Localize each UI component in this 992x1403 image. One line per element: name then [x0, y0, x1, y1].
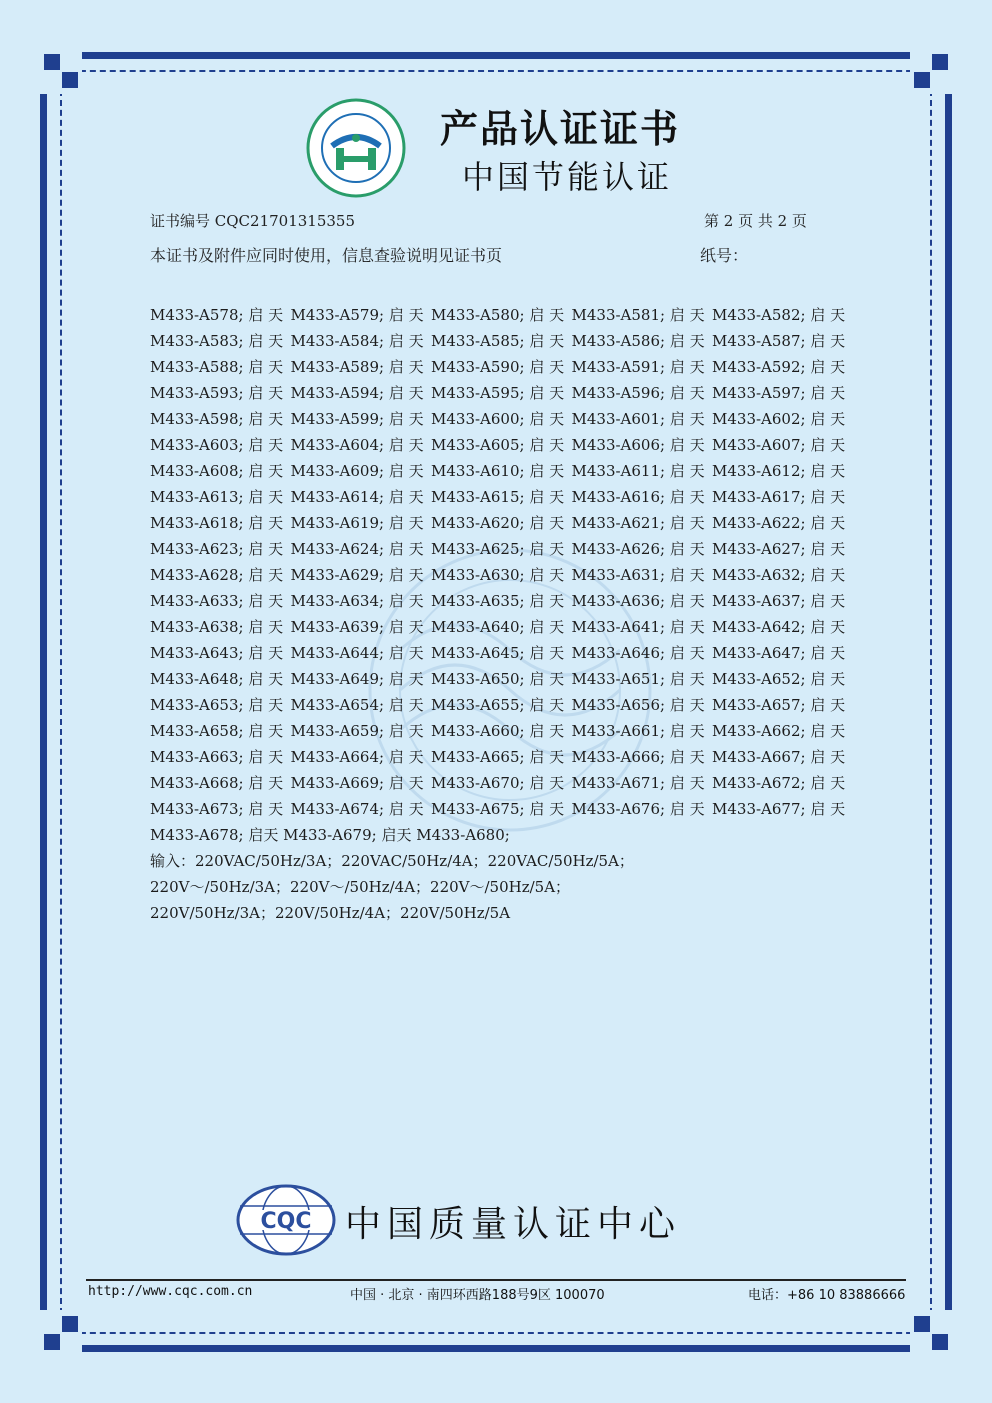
model-cell: M433-A649; 启 天: [290, 670, 424, 688]
model-cell: M433-A621; 启 天: [571, 514, 705, 532]
model-cell: M433-A611; 启 天: [571, 462, 705, 480]
model-cell: M433-A670; 启 天: [431, 774, 565, 792]
model-cell: M433-A654; 启 天: [290, 696, 424, 714]
model-cell: M433-A601; 启 天: [571, 410, 705, 428]
model-cell: M433-A633; 启 天: [150, 592, 284, 610]
model-cell: M433-A674; 启 天: [290, 800, 424, 818]
model-cell: M433-A612; 启 天: [712, 462, 846, 480]
footer-website[interactable]: http://www.cqc.com.cn: [88, 1284, 253, 1299]
model-cell: M433-A673; 启 天: [150, 800, 284, 818]
model-cell: M433-A597; 启 天: [712, 384, 846, 402]
model-cell: M433-A584; 启 天: [290, 332, 424, 350]
model-cell: M433-A609; 启 天: [290, 462, 424, 480]
model-cell: M433-A665; 启 天: [431, 748, 565, 766]
corner-square-bl-inner: [62, 1316, 78, 1332]
model-cell: M433-A638; 启 天: [150, 618, 284, 636]
model-cell: M433-A672; 启 天: [712, 774, 846, 792]
model-cell: M433-A648; 启 天: [150, 670, 284, 688]
model-cell: M433-A652; 启 天: [712, 670, 846, 688]
model-cell: M433-A667; 启 天: [712, 748, 846, 766]
model-cell: M433-A671; 启 天: [571, 774, 705, 792]
model-cell: M433-A677; 启 天: [712, 800, 846, 818]
model-cell: M433-A628; 启 天: [150, 566, 284, 584]
model-cell: M433-A641; 启 天: [571, 618, 705, 636]
model-cell: M433-A603; 启 天: [150, 436, 284, 454]
corner-square-tr: [932, 54, 948, 70]
model-cell: M433-A632; 启 天: [712, 566, 846, 584]
model-cell: M433-A634; 启 天: [290, 592, 424, 610]
model-row: [150, 458, 870, 484]
model-cell: M433-A590; 启 天: [431, 358, 565, 376]
model-cell: M433-A607; 启 天: [712, 436, 846, 454]
model-cell: M433-A657; 启 天: [712, 696, 846, 714]
model-cell: M433-A608; 启 天: [150, 462, 284, 480]
model-cell: M433-A619; 启 天: [290, 514, 424, 532]
footer-divider: [86, 1279, 906, 1281]
model-cell: M433-A583; 启 天: [150, 332, 284, 350]
corner-square-tr-inner: [914, 72, 930, 88]
model-cell: M433-A582; 启 天: [712, 306, 846, 324]
model-row: [150, 666, 870, 692]
model-cell: M433-A580; 启 天: [431, 306, 565, 324]
model-cell: M433-A615; 启 天: [431, 488, 565, 506]
model-cell: M433-A600; 启 天: [431, 410, 565, 428]
energy-conservation-seal-icon: [306, 98, 406, 198]
model-cell: M433-A669; 启 天: [290, 774, 424, 792]
model-cell: M433-A639; 启 天: [290, 618, 424, 636]
model-cell: M433-A578; 启 天: [150, 306, 284, 324]
model-cell: M433-A594; 启 天: [290, 384, 424, 402]
model-row: [150, 406, 870, 432]
model-row: [150, 510, 870, 536]
spec-line-3: 220V/50Hz/3A；220V/50Hz/4A；220V/50Hz/5A: [150, 904, 511, 922]
model-cell: M433-A604; 启 天: [290, 436, 424, 454]
model-cell: M433-A650; 启 天: [431, 670, 565, 688]
model-cell: M433-A636; 启 天: [571, 592, 705, 610]
page-info: 第 2 页 共 2 页: [704, 212, 807, 230]
model-cell: M433-A643; 启 天: [150, 644, 284, 662]
model-cell: M433-A631; 启 天: [571, 566, 705, 584]
model-cell: M433-A581; 启 天: [571, 306, 705, 324]
model-cell: M433-A635; 启 天: [431, 592, 565, 610]
corner-square-bl: [44, 1334, 60, 1350]
model-list: [150, 302, 870, 926]
model-cell: M433-A664; 启 天: [290, 748, 424, 766]
model-cell: M433-A675; 启 天: [431, 800, 565, 818]
corner-square-tl-inner: [62, 72, 78, 88]
model-cell: M433-A662; 启 天: [712, 722, 846, 740]
model-row: [150, 328, 870, 354]
model-row: [150, 692, 870, 718]
model-cell: M433-A585; 启 天: [431, 332, 565, 350]
model-cell: M433-A613; 启 天: [150, 488, 284, 506]
model-cell: M433-A653; 启 天: [150, 696, 284, 714]
certificate-title: 产品认证证书: [440, 107, 681, 151]
model-cell: M433-A622; 启 天: [712, 514, 846, 532]
corner-square-br-inner: [914, 1316, 930, 1332]
model-cell: M433-A630; 启 天: [431, 566, 565, 584]
cqc-logo-icon: [236, 1184, 336, 1256]
spec-line-1: 输入：220VAC/50Hz/3A；220VAC/50Hz/4A；220VAC/50Hz/5A；: [150, 852, 634, 870]
model-cell: M433-A591; 启 天: [571, 358, 705, 376]
model-cell: M433-A618; 启 天: [150, 514, 284, 532]
model-row: [150, 536, 870, 562]
model-cell: M433-A663; 启 天: [150, 748, 284, 766]
model-cell: M433-A620; 启 天: [431, 514, 565, 532]
model-cell: M433-A666; 启 天: [571, 748, 705, 766]
model-cell: M433-A625; 启 天: [431, 540, 565, 558]
model-cell: M433-A676; 启 天: [571, 800, 705, 818]
model-cell: M433-A646; 启 天: [571, 644, 705, 662]
footer-phone: 电话：+86 10 83886666: [748, 1288, 906, 1303]
model-row: [150, 770, 870, 796]
model-row: [150, 614, 870, 640]
model-cell: M433-A617; 启 天: [712, 488, 846, 506]
model-cell: M433-A623; 启 天: [150, 540, 284, 558]
paper-number: 纸号：: [700, 246, 749, 265]
model-cell: M433-A579; 启 天: [290, 306, 424, 324]
model-cell: M433-A598; 启 天: [150, 410, 284, 428]
model-cell: M433-A647; 启 天: [712, 644, 846, 662]
model-row: [150, 354, 870, 380]
model-cell: M433-A593; 启 天: [150, 384, 284, 402]
model-cell: M433-A616; 启 天: [571, 488, 705, 506]
model-cell: M433-A640; 启 天: [431, 618, 565, 636]
model-row: [150, 432, 870, 458]
model-cell: M433-A629; 启 天: [290, 566, 424, 584]
model-cell: M433-A589; 启 天: [290, 358, 424, 376]
usage-notice: 本证书及附件应同时使用，信息查验说明见证书页: [150, 246, 503, 265]
model-cell: M433-A651; 启 天: [571, 670, 705, 688]
model-row: [150, 588, 870, 614]
model-cell: M433-A659; 启 天: [290, 722, 424, 740]
model-cell: M433-A655; 启 天: [431, 696, 565, 714]
model-cell: M433-A605; 启 天: [431, 436, 565, 454]
model-cell: M433-A592; 启 天: [712, 358, 846, 376]
model-cell: M433-A610; 启 天: [431, 462, 565, 480]
certificate-subtitle: 中国节能认证: [462, 158, 673, 196]
spec-line-2: 220V～/50Hz/3A；220V～/50Hz/4A；220V～/50Hz/5A；: [150, 878, 571, 896]
model-cell: M433-A637; 启 天: [712, 592, 846, 610]
model-row: [150, 484, 870, 510]
model-row: [150, 562, 870, 588]
model-cell: M433-A645; 启 天: [431, 644, 565, 662]
corner-square-tl: [44, 54, 60, 70]
model-cell: M433-A661; 启 天: [571, 722, 705, 740]
model-cell: M433-A602; 启 天: [712, 410, 846, 428]
footer-address: 中国 · 北京 · 南四环西路188号9区 100070: [350, 1288, 605, 1303]
certificate-number: 证书编号 CQC21701315355: [150, 212, 355, 230]
model-tail: M433-A678; 启天 M433-A679; 启天 M433-A680;: [150, 826, 510, 844]
model-row: [150, 640, 870, 666]
model-row: [150, 796, 870, 822]
model-cell: M433-A627; 启 天: [712, 540, 846, 558]
organization-name: 中国质量认证中心: [345, 1204, 682, 1245]
model-cell: M433-A599; 启 天: [290, 410, 424, 428]
model-cell: M433-A656; 启 天: [571, 696, 705, 714]
cqc-logo-text: CQC: [260, 1209, 312, 1234]
model-row: [150, 302, 870, 328]
model-cell: M433-A644; 启 天: [290, 644, 424, 662]
model-cell: M433-A658; 启 天: [150, 722, 284, 740]
model-cell: M433-A587; 启 天: [712, 332, 846, 350]
model-row: [150, 380, 870, 406]
model-cell: M433-A596; 启 天: [571, 384, 705, 402]
model-row: [150, 744, 870, 770]
model-cell: M433-A642; 启 天: [712, 618, 846, 636]
model-row: [150, 718, 870, 744]
model-cell: M433-A668; 启 天: [150, 774, 284, 792]
model-cell: M433-A660; 启 天: [431, 722, 565, 740]
model-cell: M433-A595; 启 天: [431, 384, 565, 402]
model-cell: M433-A606; 启 天: [571, 436, 705, 454]
model-cell: M433-A624; 启 天: [290, 540, 424, 558]
model-cell: M433-A614; 启 天: [290, 488, 424, 506]
corner-square-br: [932, 1334, 948, 1350]
model-cell: M433-A586; 启 天: [571, 332, 705, 350]
model-cell: M433-A588; 启 天: [150, 358, 284, 376]
model-cell: M433-A626; 启 天: [571, 540, 705, 558]
